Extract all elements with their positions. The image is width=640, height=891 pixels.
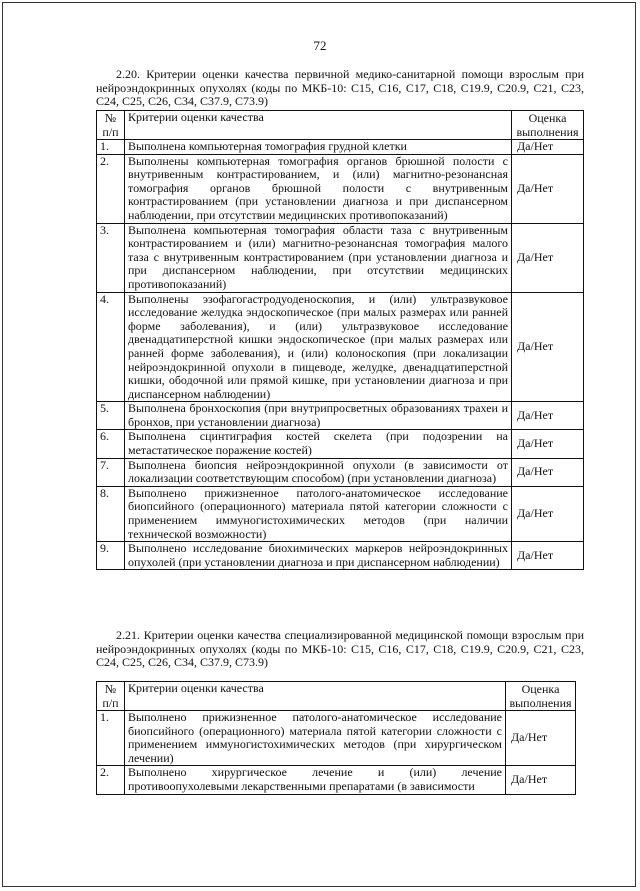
row-evaluation: Да/Нет [512, 140, 584, 155]
table-row [97, 711, 576, 766]
row-criterion: Выполнена сцинтиграфия костей скелета (при подозрении на метастатическое поражение костей) [125, 430, 512, 458]
row-criterion: Выполнена компьютерная томография грудной клетки [125, 140, 512, 155]
row-evaluation: Да/Нет [512, 458, 584, 486]
table-row [97, 292, 584, 402]
row-criterion: Выполнено исследование биохимических маркеров нейроэндокринных опухолей (при установлении диагноза и при диспансерном наблюдении) [125, 542, 512, 570]
row-evaluation: Да/Нет [512, 292, 584, 402]
criteria-table-2-20 [96, 110, 584, 570]
table-row [97, 766, 576, 794]
row-criterion: Выполнены эзофагогастродуоденоскопия, и (или) ультразвуковое исследование желудка эндоскопическое (при малых размерах или ранней форме заболевания), и (или) ультразвуковое исследование двенадцатиперстной кишки эндоскопическое (при малых размерах или ранней форме заболевания), и (или) колоноскопия (при локализации нейроэндокринной опухоли в пищеводе, желудке, двенадцатиперстной кишки, ободочной или прямой кишке, при установлении диагноза и при диспансерном наблюдении) [125, 292, 512, 402]
table-row [97, 486, 584, 541]
table-row [97, 430, 584, 458]
row-num: 7. [97, 458, 125, 486]
table-row [97, 140, 584, 155]
row-num: 4. [97, 292, 125, 402]
row-num: 2. [97, 154, 125, 223]
header-num: № п/п [97, 111, 125, 140]
row-num: 1. [97, 711, 125, 766]
row-evaluation: Да/Нет [512, 223, 584, 292]
row-criterion: Выполнена биопсия нейроэндокринной опухоли (в зависимости от локализации соответствующим способом) (при установлении диагноза) [125, 458, 512, 486]
table-header-row [97, 111, 584, 140]
row-criterion: Выполнены компьютерная томография органов брюшной полости с внутривенным контрастированием, и (или) магнитно-резонансная томография органов брюшной полости с внутривенным контрастированием (при установлении диагноза и при диспансерном наблюдении, при отсутствии медицинских противопоказаний) [125, 154, 512, 223]
row-num: 1. [97, 140, 125, 155]
row-num: 8. [97, 486, 125, 541]
row-evaluation: Да/Нет [512, 430, 584, 458]
row-evaluation: Да/Нет [512, 542, 584, 570]
header-criterion: Критерии оценки качества [125, 111, 512, 140]
row-num: 5. [97, 402, 125, 430]
row-evaluation: Да/Нет [512, 154, 584, 223]
row-num: 6. [97, 430, 125, 458]
table-row [97, 402, 584, 430]
row-criterion: Выполнена бронхоскопия (при внутрипросветных образованиях трахеи и бронхов, при установлении диагноза) [125, 402, 512, 430]
header-criterion: Критерии оценки качества [125, 682, 506, 711]
row-criterion: Выполнено хирургическое лечение и (или) лечение противоопухолевыми лекарственными препаратами (в зависимости [125, 766, 506, 794]
table-row [97, 458, 584, 486]
section-heading-2-21: 2.21. Критерии оценки качества специализированной медицинской помощи взрослым при нейроэндокринных опухолях (коды по МКБ-10: С15, С16, С17, С18, С19.9, С20.9, С21, С23, С24, С25, С26, С34, С37.9, С73.9) [96, 628, 584, 669]
row-evaluation: Да/Нет [512, 486, 584, 541]
section-heading-2-20: 2.20. Критерии оценки качества первичной медико-санитарной помощи взрослым при нейроэндокринных опухолях (коды по МКБ-10: С15, С16, С17, С18, С19.9, С20.9, С21, С23, С24, С25, С26, С34, С37.9, С73.9) [96, 67, 584, 108]
row-criterion: Выполнено прижизненное патолого-анатомическое исследование биопсийного (операционного) материала пятой категории сложности с применением иммуногистохимических методов (при хирургическом лечении) [125, 711, 506, 766]
row-evaluation: Да/Нет [506, 711, 576, 766]
row-criterion: Выполнена компьютерная томография области таза с внутривенным контрастированием и (или) магнитно-резонансная томография малого таза с внутривенным контрастированием (при установлении диагноза и при диспансерном наблюдении, при отсутствии медицинских противопоказаний) [125, 223, 512, 292]
header-num: № п/п [97, 682, 125, 711]
row-num: 3. [97, 223, 125, 292]
page-number: 72 [313, 38, 327, 53]
row-num: 9. [97, 542, 125, 570]
row-num: 2. [97, 766, 125, 794]
header-evaluation: Оценка выполнения [512, 111, 584, 140]
criteria-table-2-21 [96, 681, 576, 795]
row-evaluation: Да/Нет [512, 402, 584, 430]
row-criterion: Выполнено прижизненное патолого-анатомическое исследование биопсийного (операционного) материала пятой категории сложности с применением иммуногистохимических методов (при наличии технической возможности) [125, 486, 512, 541]
table-header-row [97, 682, 576, 711]
header-evaluation: Оценка выполнения [506, 682, 576, 711]
row-evaluation: Да/Нет [506, 766, 576, 794]
table-row [97, 223, 584, 292]
table-row [97, 154, 584, 223]
table-row [97, 542, 584, 570]
